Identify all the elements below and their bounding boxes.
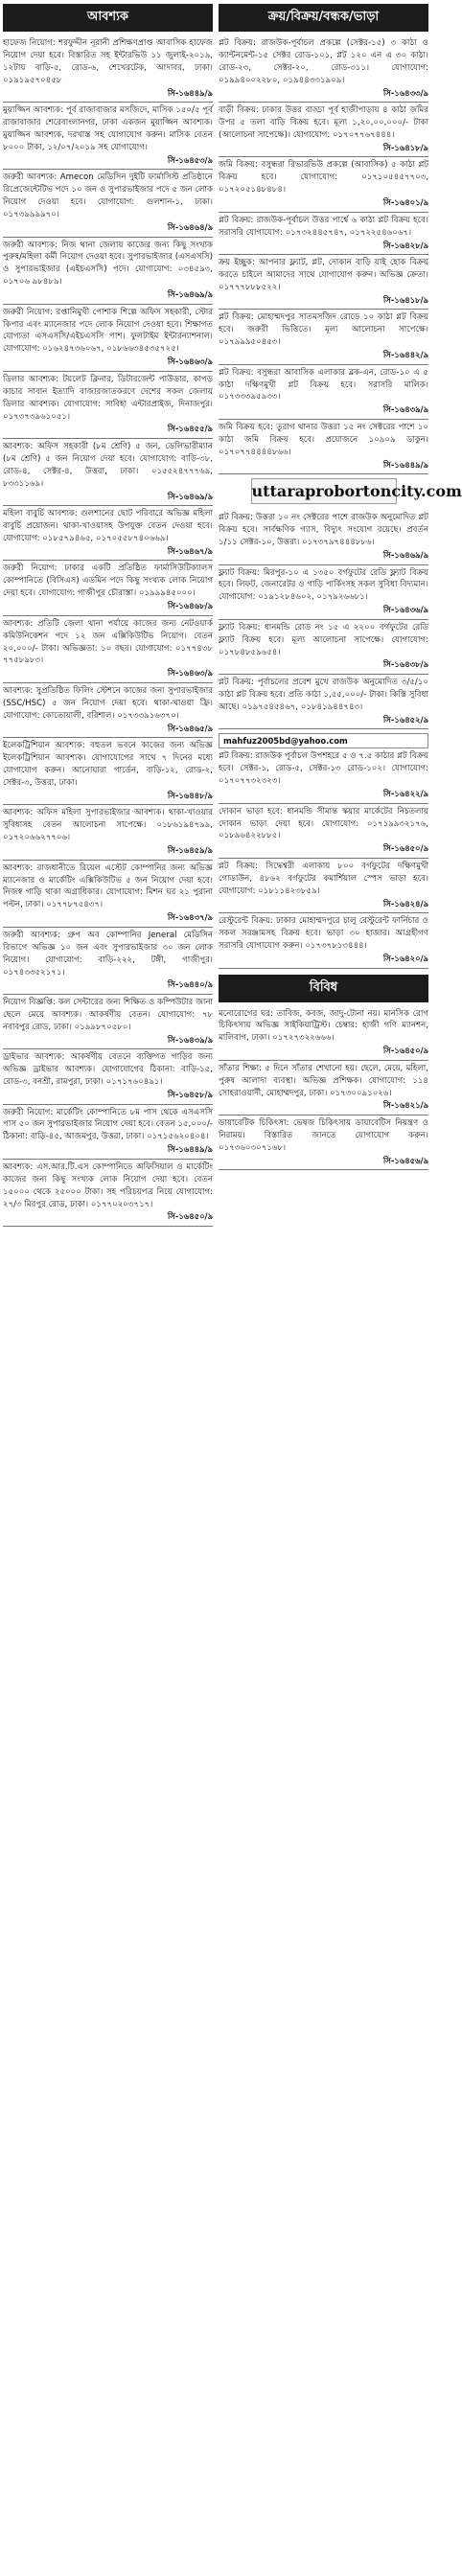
ad-text: ডায়াবেটিক চিকিৎসা: ভেষজ চিকিৎসায় ডায়াবেটিস নিয়ন্ত্রণ ও নিরাময়। বিস্তারিত জানতে যোগাযোগ করুন। ০১৭৩৬০৩০৭১৬৮। (219, 1118, 428, 1153)
ad-text: মনোরোগের ঘর: তাবিজ, কবজ, জাদু-টোনা নয়। মানসিক রোগ চিকিৎসায় অভিজ্ঞ সাইকিয়াট্রিস্ট। চেম্বার: হাজী গণি ম্যানশন, মালিবাগ, ঢাকা। ০১৭২৭৩২২৬৬৬। (219, 1008, 428, 1044)
classified-ad (219, 420, 428, 474)
ad-reference-number: সি-১৬৪৩৯/৯ (382, 404, 428, 415)
ad-text: জরুরী আবশ্যক: নিজ থানা জেলায় কাজের জন্য কিছু সংখ্যক পুরুষ/মহিলা কর্মী নিয়োগ দেওয়া হবে। সুপারভাইজার (এসএসসি) ও সুপারভাইজার (এইচএসসি) পদে। যোগাযোগ: ০৩৪৫৯৩, ০১৭০৬ ৯৮৪৮৯। (3, 240, 213, 288)
classified-ad (3, 305, 213, 372)
ad-reference-number: সি-১৬৪৫৮/৯ (167, 1089, 213, 1099)
classified-ad (3, 928, 213, 995)
ad-text: মহিলা বাবুর্চি আবশ্যক: গুলশানের ছোট পরিবারে অভিজ্ঞ মহিলা বাবুর্চি প্রয়োজন। থাকা-খাওয়াসহ উপযুক্ত বেতন দেওয়া হবে। যোগাযোগ: ০১৮৫৭৯৪৬৫, ০১৭০৫৫৮৭৪০৬৬৯। (3, 509, 213, 543)
ad-reference-number: সি-১৬৪৫৩/৯ (167, 154, 213, 165)
ad-reference-number: সি-১৬৪৫৬/৯ (382, 1155, 428, 1165)
ad-text: আবশ্যক: অফিস সহকারী (৮ম শ্রেণি) ৫ জন, ডেলিভারীম্যান (৮ম শ্রেণি) ৫ জন নিয়োগ দেয়া হবে। যোগাযোগ: বাড়ি-৩৮, রোড-৪, সেক্টর-৪, উত্তরা, ঢাকা। ০১৫৫২৪৭৭৭৬৯, ৮৩৩১১৬৯। (3, 442, 213, 489)
ad-text: জরুরী নিয়োগ: মার্কেটিং কোম্পানিতে ৮ম পাস থেকে এসএসসি পাস ৫০ জন সুপারভাইজার নিয়োগ দেয়া হবে। বেতন ১৫,০০০/- ঠিকানা: বাড়ি-৪৫, আজমপুর, উত্তরা, ঢাকা। ০১৭১৫৬২০৪০৪। (3, 1107, 213, 1142)
ad-reference-number: সি-১৬৪৬৩/৯ (167, 356, 213, 367)
classified-ad (219, 565, 428, 620)
ad-text: বাড়ী বিক্রয়: ঢাকার উত্তর বাড্ডা পূর্ব হাজীপাড়ায় ৪ কাঠা জমির উপর ৫ তলা বাড়ি বিক্রয় হবে। মূল্য ১,২০,০০,০০০/- টাকা (আলোচনা সাপেক্ষে)। যোগাযোগ: ০১৭০৭৭৬৭৪৪৪। (219, 105, 428, 140)
ad-text: আবশ্যক: প্রতিটি জেলা থানা পর্যায়ে কাজের জন্য নেটওয়ার্ক কমিউনিকেশন পদে ১২ জন এক্সিকিউটিভ নিয়োগ। বেতন ২০,০০০/- টাকা। অভিজ্ঞতা: ১০ বছর। যোগাযোগ: ০১৭৭৪৩৮ ৭৭৫৮৯৮৩। (3, 618, 213, 666)
classified-ad (219, 255, 428, 310)
ad-reference-number: সি-১৬৪৩৮/৯ (382, 659, 428, 670)
classified-ad (219, 35, 428, 103)
classified-ad (219, 310, 428, 364)
ad-text: সাঁতার শিক্ষা: ৫ দিনে সাঁতার শেখানো হয়। ছেলে, মেয়ে, মহিলা, পুরুষ আলাদা ব্যবস্থা। অভিজ্ঞ প্রশিক্ষক। যোগাযোগ: ১১৪ সোহরাওয়ার্দী, মোহাম্মদপুর, ঢাকা। ০১৭৩০০৯১০২৬। (219, 1063, 428, 1098)
classified-ad (219, 804, 428, 859)
ad-text: প্লট বিক্রয়: রাজউক পূর্বাচল উপশহরে ৫ ও ৭.৫ কাঠার প্লট বিক্রয় হবে। সেক্টর-১, রোড-৫, সেক্টর-১৩ রোড-১০২। যোগাযোগ: ০১৭০৭৭৩২৩২৩। (219, 751, 428, 787)
ad-text: জরুরী আবশ্যক: Amecon মেডিসিন দুইটি ফার্মাসিস্ট প্রতিষ্ঠানে রিপ্রেজেন্টেটিভ পদে ১০ জন ও সুপারভাইজার পদে ৫ জন লোক নিয়োগ দেওয়া হবে। যোগাযোগ: গুলশান-১, ঢাকা। ০১৭৩৯৯৯৯৭০। (3, 172, 213, 220)
classified-ad (219, 748, 428, 803)
classified-ad (219, 1116, 428, 1170)
ad-text: ডিলার আবশ্যক: টয়লেট ক্লিনার, ডিটারজেন্ট পাউডার, কাপড় কাচার সাবান ইত্যাদি বাজারজাতকরণে দেশের সকল জেলায় ডিলার আবশ্যক। যোগাযোগ: সাবিহা এন্টারপ্রাইজ, দিনাজপুর। ০১৭৩৭৩৯৬১০৫১। (3, 374, 213, 422)
ad-reference-number: সি-১৬৪২৪/৯ (382, 898, 428, 908)
ad-text: আবশ্যক: এস.আর.টি.এস কোম্পানিতে অফিসিয়াল ও মার্কেটিং কাজের জন্য কিছু সংখ্যক লোক নিয়োগ দেয়া হবে। বেতন ১৫০০০ থেকে ২৫০০০ টাকা। সহ পরিচয়পত্র নিয়ে যোগাযোগ: ২৭/৩ মিরপুর রোড, ঢাকা। ০১৭৭০২০৩৭১৭। (3, 1162, 213, 1209)
ad-reference-number: সি-১৬৪৬৪/৯ (167, 221, 213, 232)
classified-ad (219, 859, 428, 913)
ad-reference-number: সি-১৬৪৪০/৯ (167, 979, 213, 990)
ad-reference-number: সি-১৬৪৫০/৯ (167, 1211, 213, 1222)
ad-reference-number: সি-১৬৪৬৯/৯ (382, 549, 428, 560)
ads-list-wanted (3, 35, 213, 1227)
ad-text: প্লট বিক্রয়: মোহাম্মদপুর সাতমসজিদ রোডে ১০ কাঠা প্লট বিক্রয় হবে। জরুরী ভিত্তিতে। মূল্য আলোচনা সাপেক্ষে। ০১৭৯৯৯৫০৪৫৩। (219, 312, 428, 348)
ad-text: ক্রয় ইচ্ছুক: আপনার ফ্ল্যাট, প্লট, দোকান বাড়ি যাই হোক বিক্রয় করতে চাইলে আমাদের সাথে যোগাযোগ করুন। অভিজ্ঞ ক্রেতা। ০১৭৭৭৮৮৮৫২২। (219, 258, 428, 292)
ad-text: আবশ্যক: রাজধানীতে রিয়েল এস্টেট কোম্পানির জন্য অভিজ্ঞ ম্যানেজার ও মার্কেটিং এক্সিকিউটিভ ৫ জন নিয়োগ দেয়া হবে। নিজস্ব গাড়ি থাকা অগ্রাধিকার। যোগাযোগ: মিশন ঘর ২১ পুরানা পল্টন, ঢাকা। ০১৭৭৮৭৫৪৩৭। (3, 862, 213, 910)
classified-ad (219, 510, 428, 564)
ad-reference-number: সি-১৬৪২১/৯ (382, 1100, 428, 1111)
classified-ad (3, 1105, 213, 1160)
ad-text: নিয়োগ বিজ্ঞপ্তি: কল সেন্টারের জন্য শিক্ষিত ও কম্পিউটার জানা ছেলে মেয়ে আবশ্যক। আকর্ষণীয় বেতন। যোগাযোগ: ৭৮ নবাবপুর রোড, ঢাকা। ০১৯৯৮৭০৫৮০। (3, 998, 213, 1032)
classified-ad (219, 1061, 428, 1116)
ad-reference-number: সি-১৬৪৬৯/৯ (167, 289, 213, 300)
ad-reference-number: সি-১৬৪৩৭/৯ (167, 912, 213, 923)
classified-ad (3, 372, 213, 439)
ad-reference-number: সি-১৬৪৬৫/৯ (167, 723, 213, 733)
ad-reference-number: সি-১৬৪৪৯/৯ (382, 459, 428, 470)
ad-reference-number: সি-১৬৪২২/৯ (382, 789, 428, 799)
ads-list-misc (219, 1006, 428, 1171)
ad-reference-number: সি-১৬৪৫০/৯ (382, 843, 428, 854)
classified-ad (3, 506, 213, 561)
column-header-property: ক্রয়/বিক্রয়/বন্ধক/ভাড়া (219, 4, 428, 32)
right-column (219, 4, 462, 2572)
classified-ad (3, 561, 213, 615)
classified-ad (3, 1049, 213, 1104)
classified-ad (3, 616, 213, 683)
ad-text: প্লট বিক্রয়: রাজউক-পূর্বাচল উত্তর পার্শ্বে ৬ কাঠা প্লট বিক্রয় হবে। সরাসরি যোগাযোগ: ০১৭৩২৪৪৫৭৪৭, ০১৭২২৫৪৬০৬৭। (219, 215, 428, 238)
ad-reference-number: সি-১৬৪৪৮/৯ (167, 790, 213, 800)
ad-reference-number: সি-১৬৪৩৯/৯ (167, 1034, 213, 1045)
website-banner: uttaraprobortoncity.com (251, 478, 397, 504)
ad-text: জরুরী আবশ্যক: গ্রুপ অব কোম্পানির Jeneral মেডিসিন বিভাগে অভিজ্ঞ ১০ জন এবং সুপারভাইজার ৩০ জন লোক নিয়োগ। যোগাযোগ: বাড়ি-২২২, টঙ্গী, গাজীপুর। ০১৭৪৩৩৫২১৭১। (3, 930, 213, 978)
ad-reference-number: সি-১৬৪৪২/৯ (382, 350, 428, 360)
ad-reference-number: সি-১৬৪৬৮/৯ (167, 601, 213, 611)
ad-text: প্লট বিক্রয়: উত্তরা ১০ নং সেক্টরের পাশে রাজউক অনুমোদিত প্লট বিক্রয় হবে। সার্বক্ষণিক গ্যাস, বিদ্যুৎ সংযোগ রয়েছে। প্রবর্তন ১/১১ সেক্টর-১০, উত্তরা। ০১৭৩৭৯৭৪৪৪৮৮৬। (219, 513, 428, 548)
ad-reference-number: সি-১৬৪৬৩/৯ (167, 668, 213, 678)
ad-reference-number: সি-১৬৪০১/৯ (382, 197, 428, 208)
classified-ad (3, 861, 213, 928)
classified-ad (219, 913, 428, 968)
ad-text: রেস্টুরেন্ট বিক্রয়: ঢাকার মোহাম্মদপুরে চালু রেস্টুরেন্ট ফার্নিচার ও সকল সরঞ্জামসহ বিক্রয় হবে। ভাড়া ৩০ হাজার। আগ্রহীগণ সরাসরি যোগাযোগ করুন। ০১৭৩৭৮১৩৪৪৪। (219, 916, 428, 951)
classified-ad (3, 995, 213, 1049)
classified-ad (3, 683, 213, 738)
ad-reference-number: সি-১৬৪২০/৯ (382, 953, 428, 963)
ad-text: প্লট বিক্রয়: পূর্বাচলের প্রবেশ মুখে রাজউক অনুমোদিত ৩/৫/১০ কাঠা প্লট বিক্রয় হবে। প্রতি কাঠা ১,৫৫,০০০/- টাকা। কিস্তি সুবিধা আছে। ০১৯৭৫৪৫৪৬৭, ০১৮৪১৯৪৪৭৪৩। (219, 678, 428, 712)
classified-ad (219, 675, 428, 729)
classified-ad (3, 738, 213, 805)
classified-ad (219, 1006, 428, 1061)
classified-ad (219, 620, 428, 675)
ad-text: হাফেজ নিয়োগ: শরফুদ্দীন নূরানী প্রশিক্ষণপ্রাপ্ত আবাসিক হাফেজ নিয়োগ দেয়া হবে। বিস্তারিত সহ ইন্টারভিউ ১১ জুলাই-২০১৯, ১২টায় বাড়ি-৫, রোড-৬, শেখেরটেক, আদাবর, ঢাকা। ০১৯১৯৫৭০৪৫৮ (3, 38, 213, 85)
ad-reference-number: সি-১৬৪৩৬/৯ (382, 605, 428, 615)
ad-text: ফ্ল্যাট বিক্রয়: মিরপুর-১০ এ ১৩৫০ বর্গফুটের রেডি ফ্ল্যাট বিক্রয় হবে। লিফট, জেনারেটর ও গাড়ি পার্কিংসহ সকল সুবিধা বিদ্যমান। যোগাযোগ: ০১৯১২৮৪৬০২, ০১৭৯২৬৬৮১। (219, 567, 428, 603)
ad-text: ফ্ল্যাট বিক্রয়: ধানমন্ডি রোড নং ১৫ এ ২২০০ বর্গফুটের রেডি ফ্ল্যাট বিক্রয় হবে। মূল্য আলোচনা সাপেক্ষে। যোগাযোগ: ০১৭৮৪৮৫৯৬৫৪। (219, 622, 428, 657)
ad-text: মুয়াজ্জিন আবশ্যক: পূর্ব রাজাবাজার মসজিদে, মাসিক ১৫০/৫ পূর্ব রাজাবাজার শেরেবাংলানগর, ঢাকা একজন মুয়াজ্জিন আবশ্যক। মুয়াজ্জিন আবশ্যক, দরখাস্ত সহ যোগাযোগ করুন। মাসিক বেতন ৮০০০ টাকা, ১২/০৭/২০১৯ সহ যোগাযোগ। (3, 105, 213, 152)
ad-text: প্লট বিক্রয়: রাজউক-পূর্বাচল প্রকল্পে (সেক্টর-১৫) ৩ কাঠা ও ক্যান্টনমেন্ট-১৫ সেক্টর রোড-১০১, প্লট ১২০ এন এ ৩০ কাঠা। রোড-২৩, সেক্টর-২০, রোড-৩১১। যোগাযোগ: ০১৯৯৪০০২২৮০, ০১৯৪৪৩৩১৯০৯। (219, 38, 428, 85)
ad-reference-number: সি-১৬৪১৮/৯ (382, 294, 428, 305)
ad-text: জরুরী নিয়োগ: ঢাকার একটি প্রতিষ্ঠিত ফার্মাসিউটিক্যালস কোম্পানিতে (বিসিএস) এডমিন পদে কিছু সংখ্যক লোক নিয়োগ দেয়া হবে। যোগাযোগ: গাজীপুর চৌরাস্তা। ০১৯৯৯৪৫০০০। (3, 564, 213, 599)
classified-ad (219, 103, 428, 157)
ad-text: ড্রাইভার আবশ্যক: আকর্ষণীয় বেতনে ব্যক্তিগত গাড়ির জন্য অভিজ্ঞ ড্রাইভার আবশ্যক। যোগাযোগের ঠিকানা: বাড়ি-১৫, রোড-৩, বনশ্রী, রামপুরা, ঢাকা। ০১৭১৭৬০৪৯১। (3, 1052, 213, 1088)
classified-ad (3, 805, 213, 860)
ad-reference-number: সি-১৬৪৬৭/৯ (167, 545, 213, 556)
classified-ad (3, 103, 213, 170)
ad-text: জমি বিক্রয় হবে: তুরাগ থানার উত্তরা ১৫ নং সেক্টরের পাশে ১০ কাঠা জমি বিক্রয় হবে। প্রয়োজনে ১০৯০৯ ডাকুন। ০১৭০৭৭৪৪৪৪৮৬৬। (219, 422, 428, 457)
ad-text: জমি বিক্রয়: বসুন্ধরা রিভারভিউ প্রকল্পে (আবাসিক) ৫ কাঠা প্লট বিক্রয় হবে। যোগাযোগ: ০১৭১০৫৪৫৭৭০৩, ০১৭২০৫১৪৮৪৮৪। (219, 160, 428, 196)
ad-text: আবশ্যক: অফিস মহিলা সুপারভাইজার আবশ্যক। থাকা-খাওয়ার সুবিধাসহ বেতন আলোচনা সাপেক্ষে। ০১৮৬১৯৪৭৯৯, ০১৭২০৬৬২৭৭০৬। (3, 808, 213, 843)
email-address: mahfuz2005bd@yahoo.com (219, 733, 428, 748)
ad-reference-number: সি-১৬৪১৮/৯ (382, 142, 428, 152)
column-header-wanted: আবশ্যক (3, 4, 213, 32)
ad-reference-number: সি-১৬৪৬৯/৯ (167, 491, 213, 501)
classified-ad (219, 365, 428, 420)
ad-reference-number: সি-১৬৪৫২/৯ (382, 714, 428, 724)
ad-text: প্লট বিক্রয়: সিদ্ধেশ্বরী এলাকায় ৮০০ বর্গফুটের দক্ষিণমুখী গোডাউন, ৪৮৬২ বর্গফুটের কমার্শিয়াল স্পেস ভাড়া হবে। যোগাযোগ: ০১৮১১৪২৩৮৫৯। (219, 861, 428, 896)
classified-ad (3, 439, 213, 506)
classified-ad (3, 170, 213, 237)
classified-ad (219, 213, 428, 255)
ad-text: জরুরী নিয়োগ: রপ্তানিমুখী পোশাক শিল্পে অফিস সহকারী, স্টোর কিপার এবং ম্যানেজার পদে লোক নিয়োগ দেওয়া হবে। শিক্ষাগত যোগ্যতা এসএসসি/এইচএসসি পাশ। ফুলটাইম ইন্টারন্যাশনাল। যোগাযোগ: ০১৬২৪৭৩৬০৬৭, ০১৮৬৬৩৪৫৩৫৭২৫। (3, 307, 213, 355)
ad-text: আবশ্যক: সুপ্রতিষ্ঠিত ফিলিং স্টেশনে কাজের জন্য সুপারভাইজার (SSC/HSC) ৫ জন নিয়োগ দেয়া হবে। থাকা-খাওয়া ফ্রি। যোগাযোগ: কোতোয়ালী, বরিশাল। ০১৭৩৩৯১৬৩৭০। (3, 685, 213, 721)
left-column (3, 4, 213, 2572)
classified-ad (3, 35, 213, 103)
ads-list-property (219, 35, 462, 969)
ad-text: প্লট বিক্রয়: বসুন্ধরা আবাসিক এলাকার ব্লক-এন, রোড-১০ এ ৫ কাঠা দক্ষিণমুখী প্লট বিক্রয় হবে। সরাসরি মালিক। ০১৭৩৩৩৯৫৯৩৩। (219, 367, 428, 402)
ad-text: ইলেকট্রিশিয়ান আবশ্যক: বহুতল ভবনে কাজের জন্য অভিজ্ঞ ইলেকট্রিশিয়ান আবশ্যক। যোগাযোগের সাথে ৭ দিনের মধ্যে যোগাযোগ করুন। আনোয়ারা গার্ডেন, বাড়ি-১২, রোড-২, সেক্টর-৩, উত্তরা, ঢাকা। (3, 741, 213, 788)
ad-reference-number: সি-১৬৪৩৩/৯ (382, 87, 428, 98)
ad-reference-number: সি-১৬৪৫০/৯ (382, 1046, 428, 1056)
ad-reference-number: সি-১৬৪৫৯/৯ (167, 845, 213, 856)
ad-reference-number: সি-১৬৪৫৫/৯ (167, 424, 213, 434)
ad-reference-number: সি-১৬৪৪৯/৯ (167, 87, 213, 98)
classified-ad (3, 238, 213, 305)
column-header-misc: বিবিধ (219, 975, 428, 1002)
classified-ad (219, 157, 428, 212)
ad-reference-number: সি-১৬৪৪৯/৯ (167, 1144, 213, 1155)
ad-reference-number: সি-১৬৪২৮/৯ (382, 240, 428, 250)
ad-text: দোকান ভাড়া হবে: ধানমন্ডি সীমান্ত স্কয়ার মার্কেটের নিচতলায় দোকান ভাড়া দেয়া হবে। যোগাযোগ: ০১৭১৯৯৩২১৭৬, ০১৮৯৬৪২২৮৮৫। (219, 806, 428, 841)
classified-ad (3, 1160, 213, 1227)
